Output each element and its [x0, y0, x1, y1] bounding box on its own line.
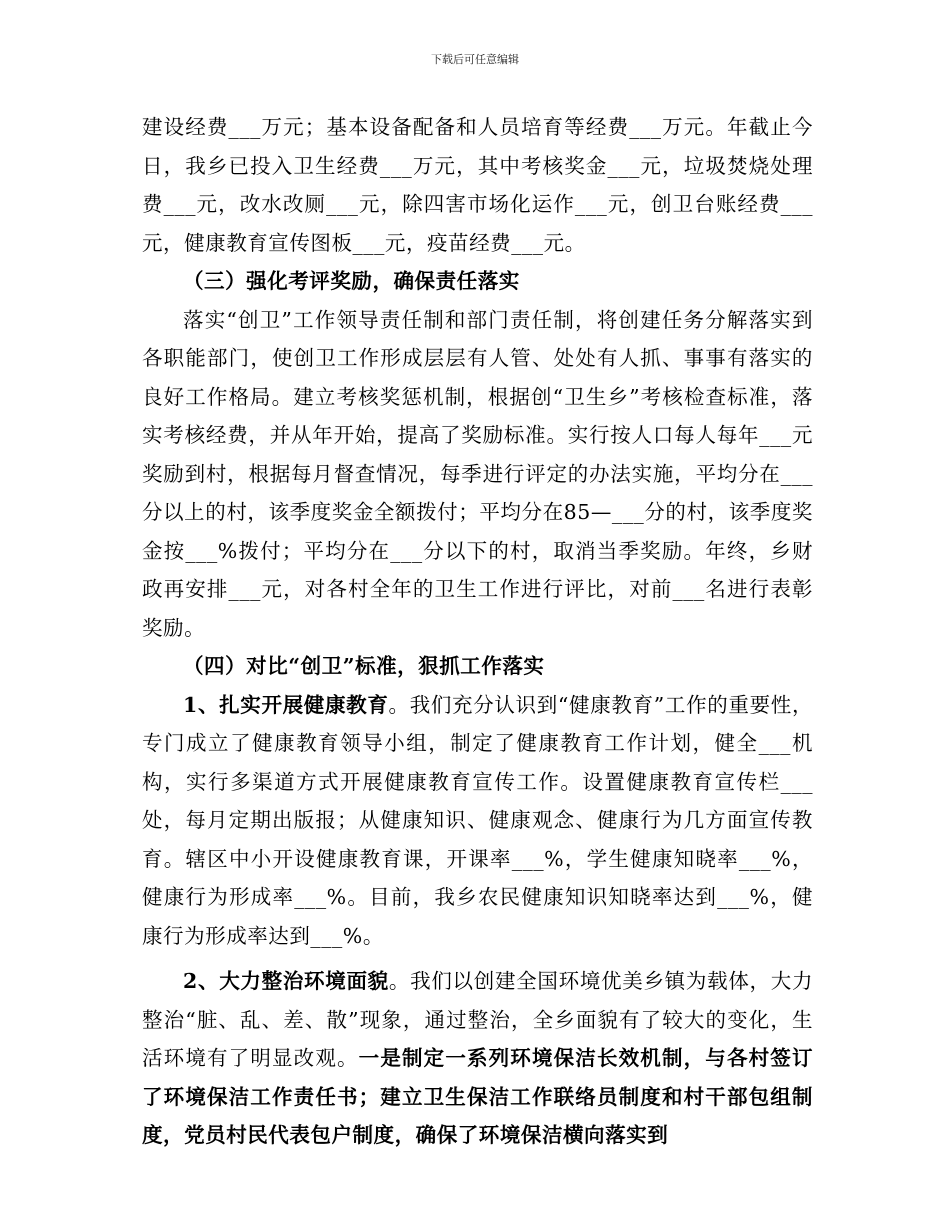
- paragraph-body: 。我们以创建全国环境优美乡镇为载体，大力整治“脏、乱、差、散”现象，通过整治，全乡面貌有了较大的变化，生活环境有了明显改观。: [142, 969, 814, 1070]
- section-heading-4: （四）对比“创卫”标准，狠抓工作落实: [183, 654, 545, 678]
- page-header: 下载后可任意编辑: [431, 53, 519, 66]
- paragraph-bold-body: 一是制定一系列环境保洁长效机制，与各村签订了环境保洁工作责任书；建立卫生保洁工作联络员制度和村干部包组制度，党员村民代表包户制度，确保了环境保洁横向落实到: [142, 1046, 813, 1147]
- section-heading-3: （三）强化考评奖励，确保责任落实: [183, 269, 520, 293]
- paragraph-evaluation: 落实“创卫”工作领导责任制和部门责任制，将创建任务分解落实到各职能部门，使创卫工作形成层层有人管、处处有人抓、事事有落实的良好工作格局。建立考核奖惩机制，根据创“卫生乡”考核检查标准，落实考核经费，并从年开始，提高了奖励标准。实行按人口每人每年___元奖励到村，根据每月督查情况，每季进行评定的办法实施，平均分在___分以上的村，该季度奖金全额拨付；平均分在85—___分的村，该季度奖金按___%拨付；平均分在___分以下的村，取消当季奖励。年终，乡财政再安排___元，对各村全年的卫生工作进行评比，对前___名进行表彰奖励。: [142, 307, 813, 640]
- paragraph-health-education: [142, 686, 813, 956]
- paragraph-funding: 建设经费___万元；基本设备配备和人员培育等经费___万元。年截止今日，我乡已投入卫生经费___万元，其中考核奖金___元，垃圾焚烧处理费___元，改水改厕___元，除四害市场化运作___元，创卫台账经费___元，健康教育宣传图板___元，疫苗经费___元。: [142, 115, 813, 255]
- document-body: [142, 108, 813, 1155]
- paragraph-lead: 1、扎实开展健康教育: [183, 692, 389, 717]
- paragraph-environment: [142, 962, 813, 1155]
- paragraph-lead: 2、大力整治环境面貌: [183, 969, 389, 993]
- paragraph-body: 。我们充分认识到“健康教育”工作的重要性，专门成立了健康教育领导小组，制定了健康教育工作计划，健全___机构，实行多渠道方式开展健康教育宣传工作。设置健康教育宣传栏___处，每月定期出版报；从健康知识、健康观念、健康行为几方面宣传教育。辖区中小开设健康教育课，开课率___%，学生健康知晓率___%，健康行为形成率___%。目前，我乡农民健康知识知晓率达到___%，健康行为形成率达到___%。: [142, 692, 814, 948]
